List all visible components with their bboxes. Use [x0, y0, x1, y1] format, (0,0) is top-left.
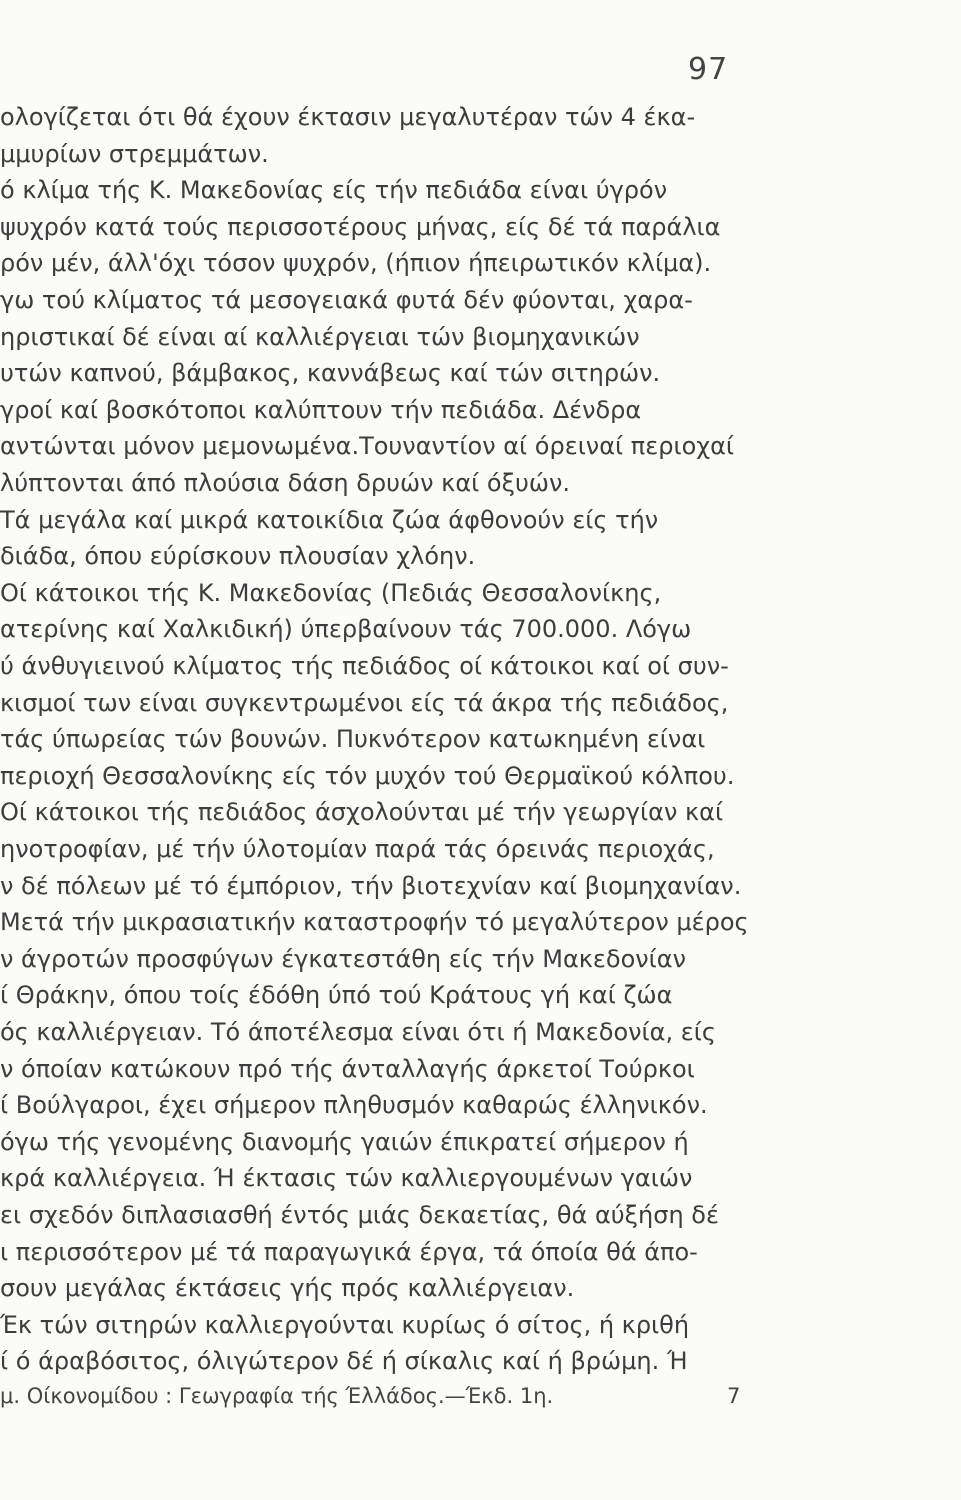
page-number: 97: [688, 52, 729, 87]
text-line: Τά μεγάλα καί μικρά κατοικίδια ζώα άφθονούν είς τήν: [0, 505, 659, 534]
signature-mark: 7: [727, 1384, 741, 1408]
text-line: ει σχεδόν διπλασιασθή έντός μιάς δεκαετίας, θά αύξήση δέ: [0, 1201, 719, 1229]
text-line: σουν μεγάλας έκτάσεις γής πρός καλλιέργειαν.: [0, 1274, 575, 1303]
text-line: ό κλίμα τής Κ. Μακεδονίας είς τήν πεδιάδα είναι ύγρόν: [0, 176, 668, 205]
footer-citation: μ. Οίκονομίδου : Γεωγραφία τής Έλλάδος.—Έκδ. 1η.: [0, 1384, 554, 1408]
text-line: διάδα, όπου εύρίσκουν πλουσίαν χλόην.: [0, 542, 476, 571]
text-line: όγω τής γενομένης διανομής γαιών έπικρατεί σήμερον ή: [0, 1127, 689, 1156]
text-line: υτών καπνού, βάμβακος, καννάβεως καί τών σιτηρών.: [0, 359, 661, 388]
text-line: Μετά τήν μικρασιατικήν καταστροφήν τό μεγαλύτερον μέρος: [0, 908, 749, 937]
text-line: Οί κάτοικοι τής πεδιάδος άσχολούνται μέ τήν γεωργίαν καί: [0, 798, 724, 827]
text-line: ρόν μέν, άλλ'όχι τόσον ψυχρόν, (ήπιον ήπειρωτικόν κλίμα).: [0, 249, 712, 278]
text-line: ν δέ πόλεων μέ τό έμπόριον, τήν βιοτεχνίαν καί βιομηχανίαν.: [0, 871, 742, 900]
text-line: ν όποίαν κατώκουν πρό τής άνταλλαγής άρκετοί Τούρκοι: [0, 1054, 695, 1083]
text-line: λύπτονται άπό πλούσια δάση δρυών καί όξυών.: [0, 469, 570, 497]
text-line: ί Βούλγαροι, έχει σήμερον πληθυσμόν καθαρώς έλληνικόν.: [0, 1091, 708, 1120]
text-line: ν άγροτών προσφύγων έγκατεστάθη είς τήν Μακεδονίαν: [0, 944, 687, 973]
text-line: ός καλλιέργειαν. Τό άποτέλεσμα είναι ότι ή Μακεδονία, είς: [0, 1018, 716, 1046]
text-line: κρά καλλιέργεια. Ή έκτασις τών καλλιεργουμένων γαιών: [0, 1164, 693, 1193]
text-line: Έκ τών σιτηρών καλλιεργούνται κυρίως ό σίτος, ή κριθή: [0, 1310, 690, 1339]
text-line: αντώνται μόνον μεμονωμένα.Τουναντίον αί όρειναί περιοχαί: [0, 432, 735, 461]
text-line: ηνοτροφίαν, μέ τήν ύλοτομίαν παρά τάς όρεινάς περιοχάς,: [0, 835, 715, 863]
text-line: γω τού κλίματος τά μεσογειακά φυτά δέν φύονται, χαρα-: [0, 286, 693, 314]
text-line: ί ό άραβόσιτος, όλιγώτερον δέ ή σίκαλις καί ή βρώμη. Ή: [0, 1347, 688, 1376]
text-line: Οί κάτοικοι τής Κ. Μακεδονίας (Πεδιάς Θεσσαλονίκης,: [0, 578, 662, 607]
text-line: περιοχή Θεσσαλονίκης είς τόν μυχόν τού Θερμαϊκού κόλπου.: [0, 761, 735, 790]
text-line: ολογίζεται ότι θά έχουν έκτασιν μεγαλυτέραν τών 4 έκα-: [0, 103, 696, 131]
text-line: γροί καί βοσκότοποι καλύπτουν τήν πεδιάδα. Δένδρα: [0, 395, 642, 424]
text-line: ί Θράκην, όπου τοίς έδόθη ύπό τού Κράτους γή καί ζώα: [0, 981, 673, 1010]
page-footer: [0, 1384, 961, 1418]
text-line: ατερίνης καί Χαλκιδική) ύπερβαίνουν τάς 700.000. Λόγω: [0, 615, 692, 644]
text-line: ι περισσότερον μέ τά παραγωγικά έργα, τά όποία θά άπο-: [0, 1237, 698, 1266]
text-line: ψυχρόν κατά τούς περισσοτέρους μήνας, είς δέ τά παράλια: [0, 212, 721, 241]
text-line: ηριστικαί δέ είναι αί καλλιέργειαι τών βιομηχανικών: [0, 322, 640, 351]
text-line: μμυρίων στρεμμάτων.: [0, 139, 269, 168]
text-line: ύ άνθυγιεινού κλίματος τής πεδιάδος οί κάτοικοι καί οί συν-: [0, 652, 729, 680]
text-line: κισμοί των είναι συγκεντρωμένοι είς τά άκρα τής πεδιάδος,: [0, 688, 729, 717]
text-line: τάς ύπωρείας τών βουνών. Πυκνότερον κατωκημένη είναι: [0, 725, 706, 754]
